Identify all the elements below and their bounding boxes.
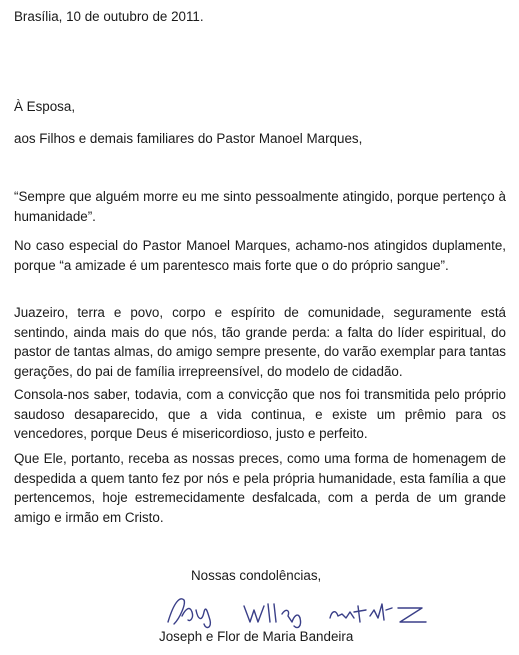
paragraph-juazeiro: Juazeiro, terra e povo, corpo e espírito de comunidade, seguramente está sentindo, ainda mais do que nós, tão grande perda: a falta do líder espiritual, do pastor de tantas almas, do amigo sempre presente, do varão exemplar para tantas gerações, do pai de família irrepreensível, do modelo de cidadão. [14,305,506,379]
paragraph-friendship: No caso especial do Pastor Manoel Marques, achamo-nos atingidos duplamente, porque “a amizade é um parentesco mais forte que o do próprio sangue”. [14,238,506,273]
handwritten-signature [160,592,430,632]
letter-date: Brasília, 10 de outubro de 2011. [14,9,204,24]
paragraph-quote: “Sempre que alguém morre eu me sinto pessoalmente atingido, porque pertenço à humanidade”. [14,189,506,224]
signer-names: Joseph e Flor de Maria Bandeira [159,629,354,644]
salutation-family: aos Filhos e demais familiares do Pastor Manoel Marques, [14,131,363,146]
paragraph-prayers: Que Ele, portanto, receba as nossas preces, como uma forma de homenagem de despedida a quem tanto fez por nós e pela própria humanidade, esta família a que pertencemos, hoje estremecidamente desfalcada, com a perda de um grande amigo e irmão em Cristo. [14,451,506,525]
salutation-wife: À Esposa, [14,99,76,114]
closing-line: Nossas condolências, [191,568,322,583]
paragraph-consolation: Consola-nos saber, todavia, com a convicção que nos foi transmitida pelo próprio saudoso desaparecido, que a vida continua, e existe um prêmio para os vencedores, porque Deus é misericordioso, justo e perfeito. [14,387,506,441]
